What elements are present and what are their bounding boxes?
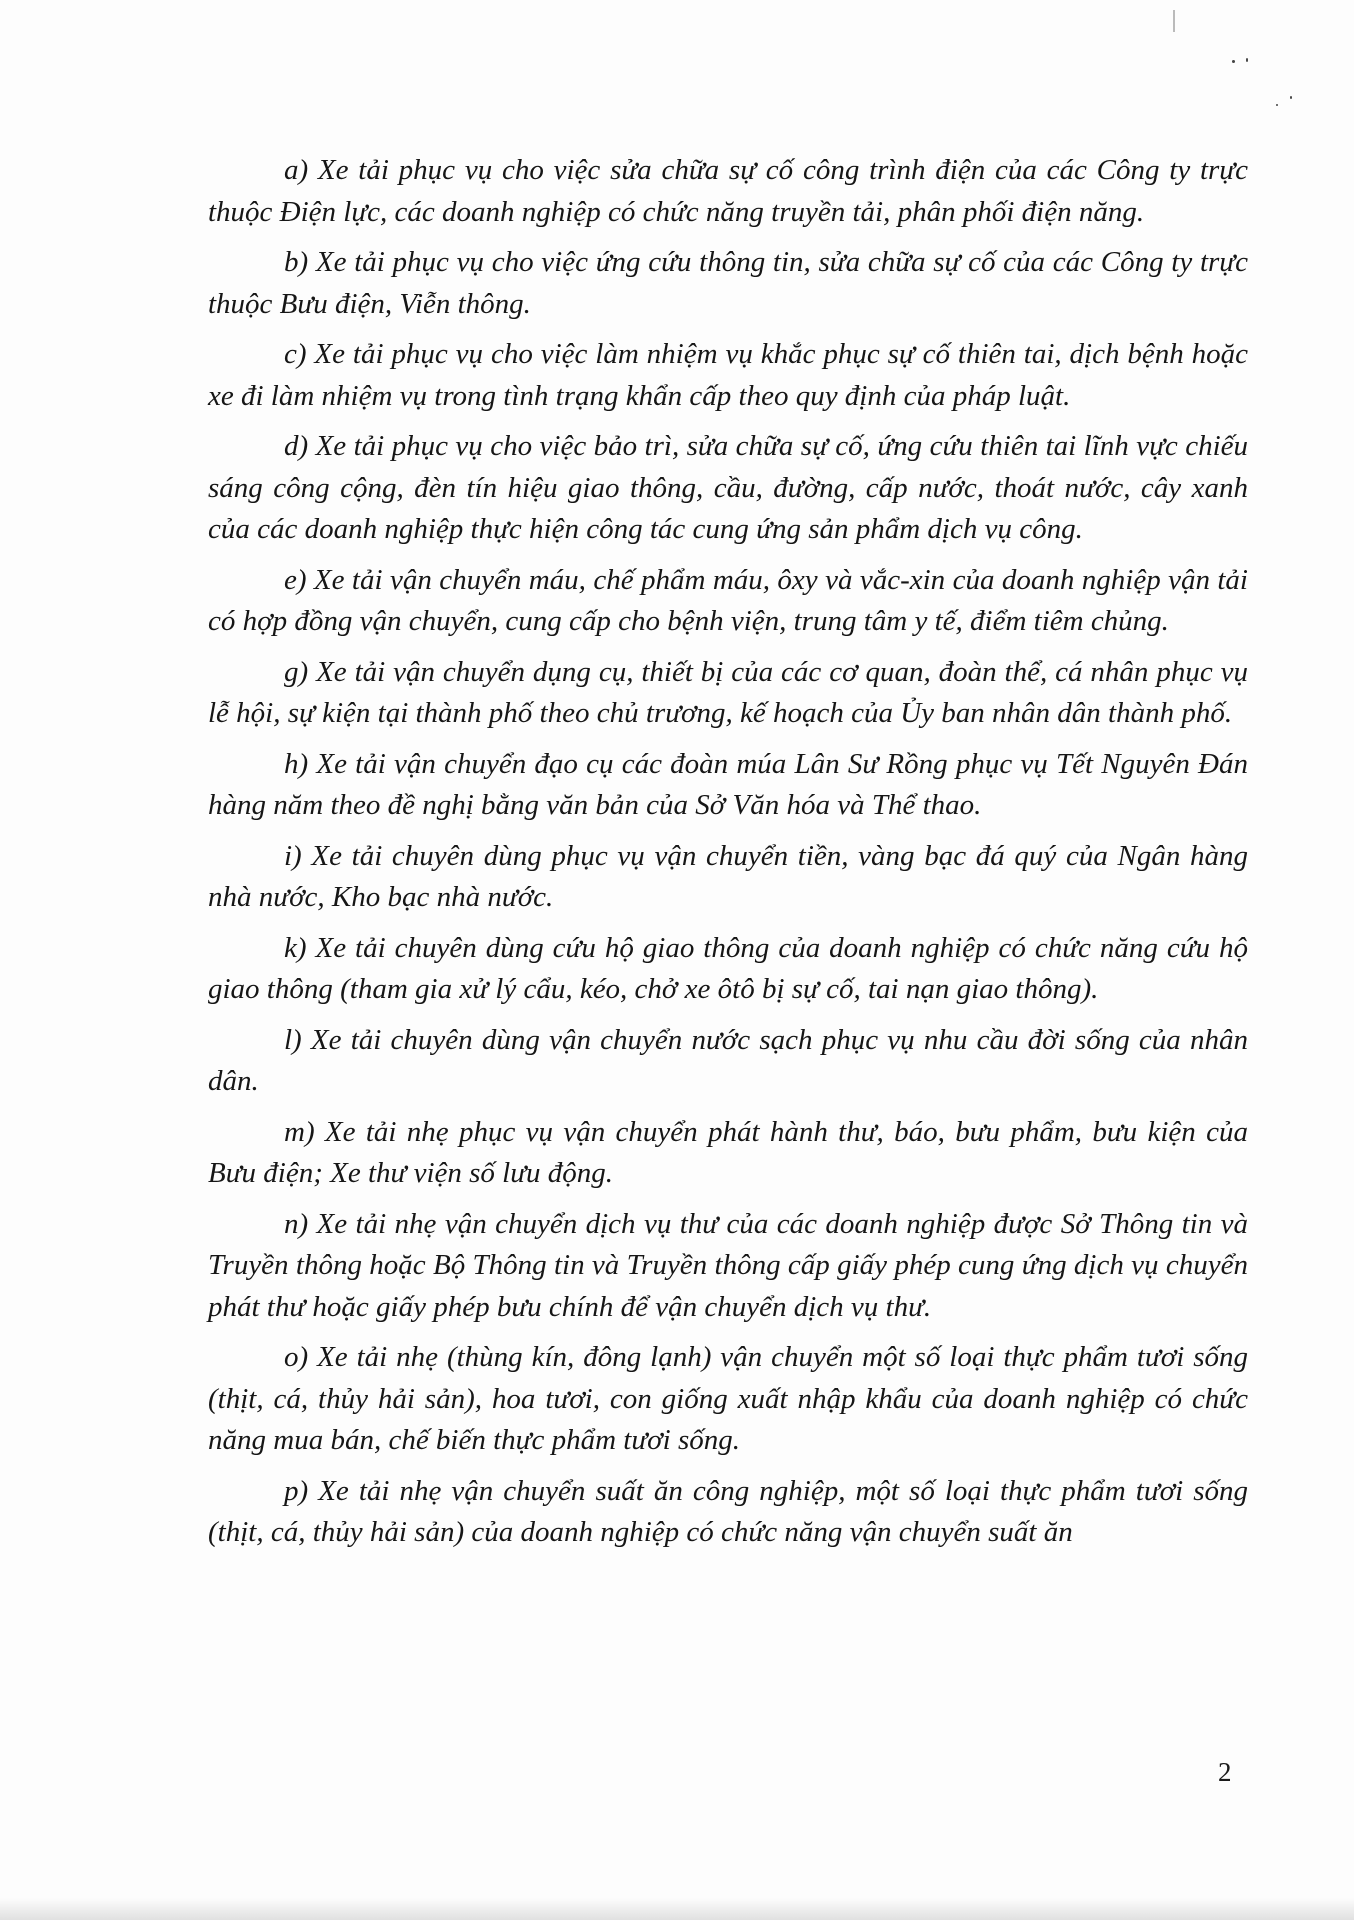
scan-speck xyxy=(1290,96,1292,99)
paragraph-e: e) Xe tải vận chuyển máu, chế phẩm máu, ôxy và vắc-xin của doanh nghiệp vận tải có hợp đồng vận chuyển, cung cấp cho bệnh viện, trung tâm y tế, điểm tiêm chủng. xyxy=(208,563,1248,637)
document-body xyxy=(208,150,1248,1563)
paragraph-d: d) Xe tải phục vụ cho việc bảo trì, sửa chữa sự cố, ứng cứu thiên tai lĩnh vực chiếu sáng công cộng, đèn tín hiệu giao thông, cầu, đường, cấp nước, thoát nước, cây xanh của các doanh nghiệp thực hiện công tác cung ứng sản phẩm dịch vụ công. xyxy=(208,430,1248,545)
scan-mark xyxy=(1173,10,1175,32)
scan-speck xyxy=(1246,58,1248,62)
scan-speck xyxy=(1232,60,1235,63)
paragraph-l: l) Xe tải chuyên dùng vận chuyển nước sạch phục vụ nhu cầu đời sống của nhân dân. xyxy=(208,1023,1248,1097)
paragraph-b: b) Xe tải phục vụ cho việc ứng cứu thông tin, sửa chữa sự cố của các Công ty trực thuộc Bưu điện, Viễn thông. xyxy=(208,246,1248,320)
paragraph-c: c) Xe tải phục vụ cho việc làm nhiệm vụ khắc phục sự cố thiên tai, dịch bệnh hoặc xe đi làm nhiệm vụ trong tình trạng khẩn cấp theo quy định của pháp luật. xyxy=(208,338,1248,412)
paragraph-n: n) Xe tải nhẹ vận chuyển dịch vụ thư của các doanh nghiệp được Sở Thông tin và Truyền thông hoặc Bộ Thông tin và Truyền thông cấp giấy phép cung ứng dịch vụ chuyển phát thư hoặc giấy phép bưu chính để vận chuyển dịch vụ thư. xyxy=(208,1207,1248,1323)
scan-speck xyxy=(1276,104,1278,106)
paragraph-k: k) Xe tải chuyên dùng cứu hộ giao thông của doanh nghiệp có chức năng cứu hộ giao thông (tham gia xử lý cẩu, kéo, chở xe ôtô bị sự cố, tai nạn giao thông). xyxy=(208,931,1248,1005)
paragraph-g: g) Xe tải vận chuyển dụng cụ, thiết bị của các cơ quan, đoàn thể, cá nhân phục vụ lễ hội, sự kiện tại thành phố theo chủ trương, kế hoạch của Ủy ban nhân dân thành phố. xyxy=(208,655,1248,729)
paragraph-i: i) Xe tải chuyên dùng phục vụ vận chuyển tiền, vàng bạc đá quý của Ngân hàng nhà nước, Kho bạc nhà nước. xyxy=(208,839,1248,913)
paragraph-p: p) Xe tải nhẹ vận chuyển suất ăn công nghiệp, một số loại thực phẩm tươi sống (thịt, cá, thủy hải sản) của doanh nghiệp có chức năng vận chuyển suất ăn xyxy=(208,1474,1248,1548)
paragraph-a: a) Xe tải phục vụ cho việc sửa chữa sự cố công trình điện của các Công ty trực thuộc Điện lực, các doanh nghiệp có chức năng truyền tải, phân phối điện năng. xyxy=(208,154,1248,228)
scan-bottom-edge xyxy=(0,1898,1354,1920)
paragraph-m: m) Xe tải nhẹ phục vụ vận chuyển phát hành thư, báo, bưu phẩm, bưu kiện của Bưu điện; Xe thư viện số lưu động. xyxy=(208,1115,1248,1189)
paragraph-h: h) Xe tải vận chuyển đạo cụ các đoàn múa Lân Sư Rồng phục vụ Tết Nguyên Đán hàng năm theo đề nghị bằng văn bản của Sở Văn hóa và Thể thao. xyxy=(208,747,1248,821)
page-number: 2 xyxy=(1218,1757,1232,1787)
paragraph-o: o) Xe tải nhẹ (thùng kín, đông lạnh) vận chuyển một số loại thực phẩm tươi sống (thịt, cá, thủy hải sản), hoa tươi, con giống xuất nhập khẩu của doanh nghiệp có chức năng mua bán, chế biến thực phẩm tươi sống. xyxy=(208,1341,1248,1456)
